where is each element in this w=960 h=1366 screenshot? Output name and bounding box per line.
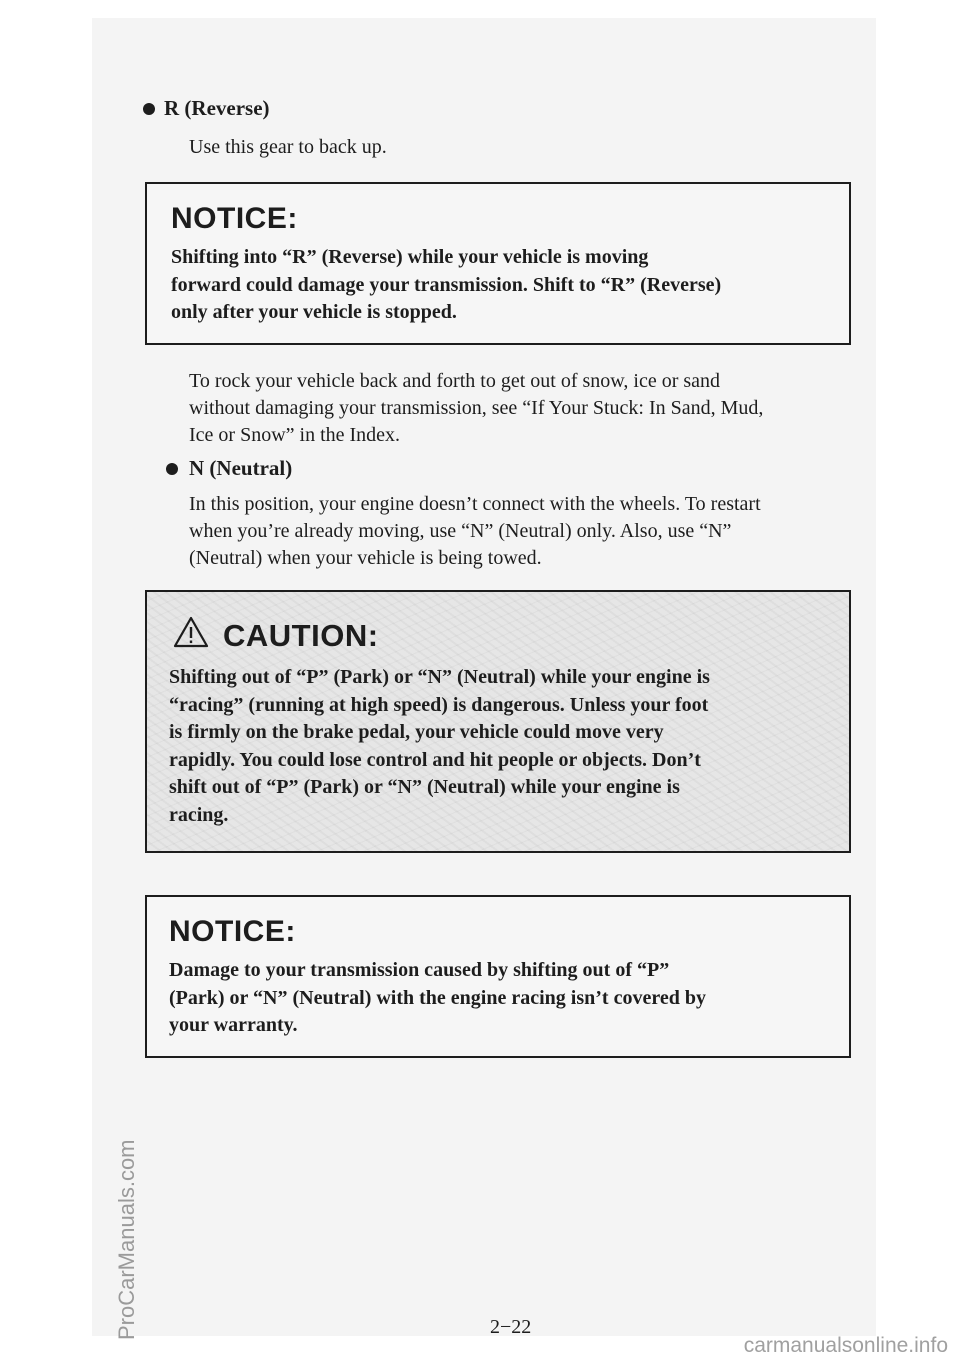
caution-line: rapidly. You could lose control and hit people or objects. Don’t	[169, 748, 701, 771]
rock-line: Ice or Snow” in the Index.	[189, 424, 401, 446]
caution-box	[145, 590, 851, 853]
neutral-line: when you’re already moving, use “N” (Neutral) only. Also, use “N”	[189, 520, 732, 542]
rock-line: To rock your vehicle back and forth to get out of snow, ice or sand	[189, 370, 721, 392]
caution-line: racing.	[169, 803, 229, 826]
notice-line: (Park) or “N” (Neutral) with the engine racing isn’t covered by	[169, 986, 706, 1009]
caution-line: Shifting out of “P” (Park) or “N” (Neutral) while your engine is	[169, 666, 710, 688]
notice-box-warranty	[145, 895, 851, 1058]
notice-line: Shifting into “R” (Reverse) while your vehicle is moving	[171, 246, 649, 268]
page-number: 2−22	[490, 1316, 532, 1338]
caution-line: is firmly on the brake pedal, your vehicle could move very	[169, 721, 664, 743]
neutral-line: (Neutral) when your vehicle is being towed.	[189, 547, 542, 569]
notice-text	[169, 957, 706, 1040]
notice-line: Damage to your transmission caused by shifting out of “P”	[169, 959, 670, 981]
caution-text	[169, 664, 710, 829]
rock-line: without damaging your transmission, see “If Your Stuck: In Sand, Mud,	[189, 397, 764, 419]
neutral-line: In this position, your engine doesn’t connect with the wheels. To restart	[189, 493, 761, 515]
notice-title: NOTICE:	[171, 202, 298, 235]
side-watermark: ProCarManuals.com	[114, 1139, 139, 1340]
notice-line: only after your vehicle is stopped.	[171, 301, 457, 323]
notice-title: NOTICE:	[169, 915, 296, 948]
notice-text	[171, 244, 721, 327]
neutral-paragraph	[189, 491, 761, 572]
notice-line: your warranty.	[169, 1014, 298, 1036]
footer-watermark: carmanualsonline.info	[743, 1334, 948, 1357]
bullet-reverse	[143, 103, 155, 115]
neutral-heading: N (Neutral)	[189, 456, 293, 480]
caution-title: CAUTION:	[223, 618, 379, 653]
warning-triangle-icon	[173, 616, 209, 648]
notice-line: forward could damage your transmission. Shift to “R” (Reverse)	[171, 273, 722, 296]
reverse-text: Use this gear to back up.	[189, 136, 387, 158]
rock-paragraph	[189, 368, 763, 449]
notice-box-reverse	[145, 182, 851, 345]
caution-line: “racing” (running at high speed) is dangerous. Unless your foot	[169, 693, 709, 716]
caution-line: shift out of “P” (Park) or “N” (Neutral) while your engine is	[169, 776, 680, 798]
bullet-neutral	[166, 463, 178, 475]
reverse-heading: R (Reverse)	[164, 96, 270, 120]
